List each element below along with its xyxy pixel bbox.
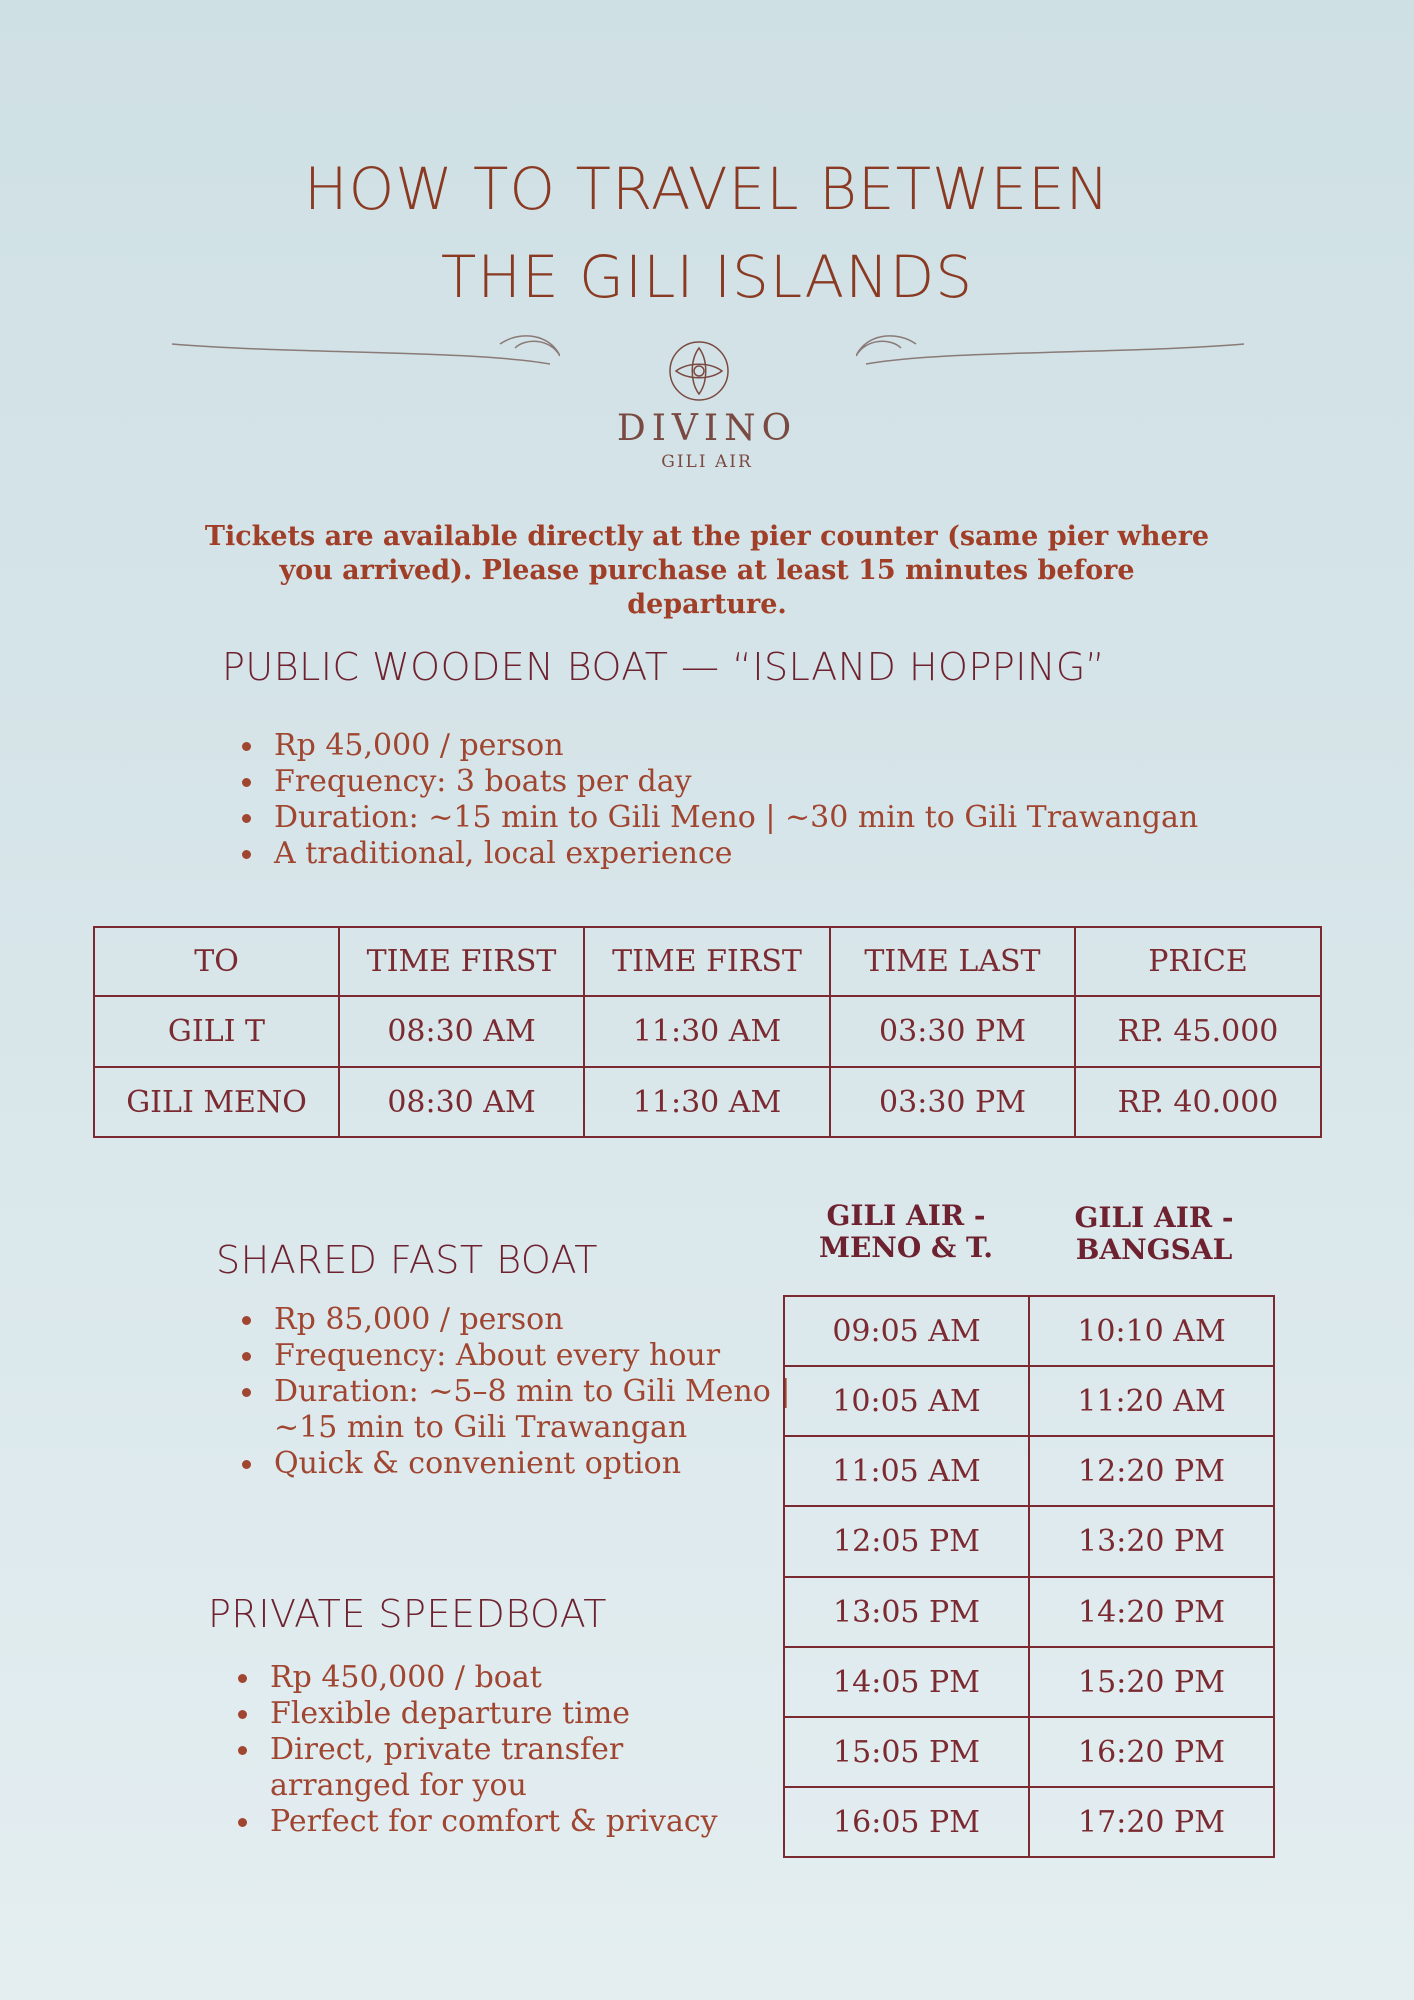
table-cell: 17:20 PM	[1029, 1787, 1274, 1857]
list-item: Quick & convenient option	[238, 1446, 790, 1482]
table-cell: RP. 45.000	[1075, 996, 1321, 1067]
shared-boat-title: SHARED FAST BOAT	[216, 1238, 598, 1282]
brand-subtitle: GILI AIR	[661, 452, 753, 472]
table-cell: 08:30 AM	[339, 1067, 584, 1137]
list-item: Direct, private transfer	[234, 1732, 718, 1768]
table-row	[784, 1296, 1274, 1366]
list-item: Perfect for comfort & privacy	[234, 1804, 718, 1840]
table-cell: 09:05 AM	[784, 1296, 1029, 1366]
table-cell: 12:20 PM	[1029, 1436, 1274, 1506]
table-cell: 10:05 AM	[784, 1366, 1029, 1436]
schedule-header-line: MENO & T.	[818, 1231, 994, 1264]
table-cell: GILI MENO	[94, 1067, 339, 1137]
table-cell: 11:20 AM	[1029, 1366, 1274, 1436]
public-boat-bullets	[238, 728, 1198, 872]
list-item: Rp 85,000 / person	[238, 1302, 790, 1338]
table-cell: 11:30 AM	[584, 996, 830, 1067]
table-cell: 10:10 AM	[1029, 1296, 1274, 1366]
list-item: Rp 450,000 / boat	[234, 1660, 718, 1696]
table-row	[784, 1647, 1274, 1717]
list-item-continuation: arranged for you	[270, 1768, 527, 1803]
table-cell: 15:20 PM	[1029, 1647, 1274, 1717]
list-item: Rp 45,000 / person	[238, 728, 1198, 764]
table-header-cell: TIME FIRST	[339, 927, 584, 996]
table-cell: 15:05 PM	[784, 1717, 1029, 1787]
table-cell: 11:30 AM	[584, 1067, 830, 1137]
list-item-continuation: ~15 min to Gili Trawangan	[274, 1410, 688, 1445]
schedule-header-meno-trawangan	[786, 1200, 1026, 1264]
table-header-cell: TO	[94, 927, 339, 996]
shared-boat-bullets	[238, 1302, 790, 1482]
table-cell: 13:20 PM	[1029, 1506, 1274, 1577]
table-cell: GILI T	[94, 996, 339, 1067]
table-cell: 16:05 PM	[784, 1787, 1029, 1857]
private-boat-title: PRIVATE SPEEDBOAT	[208, 1592, 607, 1636]
public-boat-table	[93, 926, 1322, 1138]
list-item: Duration: ~5–8 min to Gili Meno |	[238, 1374, 790, 1410]
table-header-row	[94, 927, 1321, 996]
page-title-line-2: THE GILI ISLANDS	[440, 243, 974, 311]
right-flourish-ornament	[856, 320, 1246, 370]
table-cell: 14:05 PM	[784, 1647, 1029, 1717]
public-boat-title: PUBLIC WOODEN BOAT — “ISLAND HOPPING”	[222, 645, 1106, 689]
table-cell: 16:20 PM	[1029, 1717, 1274, 1787]
list-item: A traditional, local experience	[238, 836, 1198, 872]
table-header-cell: TIME FIRST	[584, 927, 830, 996]
table-header-cell: TIME LAST	[830, 927, 1075, 996]
table-row	[94, 1067, 1321, 1137]
fast-boat-schedule-table	[783, 1295, 1275, 1858]
table-cell: 03:30 PM	[830, 1067, 1075, 1137]
table-row	[784, 1506, 1274, 1577]
brand-name: DIVINO	[616, 408, 798, 449]
table-cell: RP. 40.000	[1075, 1067, 1321, 1137]
list-item: Duration: ~15 min to Gili Meno | ~30 min to Gili Trawangan	[238, 800, 1198, 836]
page-title-line-1: HOW TO TRAVEL BETWEEN	[303, 155, 1111, 223]
schedule-header-line: GILI AIR -	[1074, 1201, 1234, 1234]
schedule-header-bangsal	[1034, 1202, 1274, 1266]
list-item: Flexible departure time	[234, 1696, 718, 1732]
private-boat-bullets	[234, 1660, 718, 1840]
left-flourish-ornament	[170, 320, 560, 370]
table-header-cell: PRICE	[1075, 927, 1321, 996]
table-row	[784, 1366, 1274, 1436]
table-row	[784, 1577, 1274, 1647]
ticket-info-line-2: you arrived). Please purchase at least 15 minutes before departure.	[279, 555, 1135, 620]
table-cell: 13:05 PM	[784, 1577, 1029, 1647]
table-row	[784, 1787, 1274, 1857]
table-cell: 14:20 PM	[1029, 1577, 1274, 1647]
table-cell: 11:05 AM	[784, 1436, 1029, 1506]
list-item: Frequency: 3 boats per day	[238, 764, 1198, 800]
ticket-info-text	[200, 520, 1214, 622]
list-item: Frequency: About every hour	[238, 1338, 790, 1374]
table-cell: 08:30 AM	[339, 996, 584, 1067]
ticket-info-line-1: Tickets are available directly at the pier counter (same pier where	[204, 521, 1210, 552]
schedule-header-line: BANGSAL	[1075, 1233, 1233, 1266]
table-row	[784, 1717, 1274, 1787]
schedule-header-line: GILI AIR -	[826, 1199, 986, 1232]
table-cell: 12:05 PM	[784, 1506, 1029, 1577]
table-cell: 03:30 PM	[830, 996, 1075, 1067]
table-row	[784, 1436, 1274, 1506]
flower-mandala-icon	[668, 340, 730, 402]
table-row	[94, 996, 1321, 1067]
